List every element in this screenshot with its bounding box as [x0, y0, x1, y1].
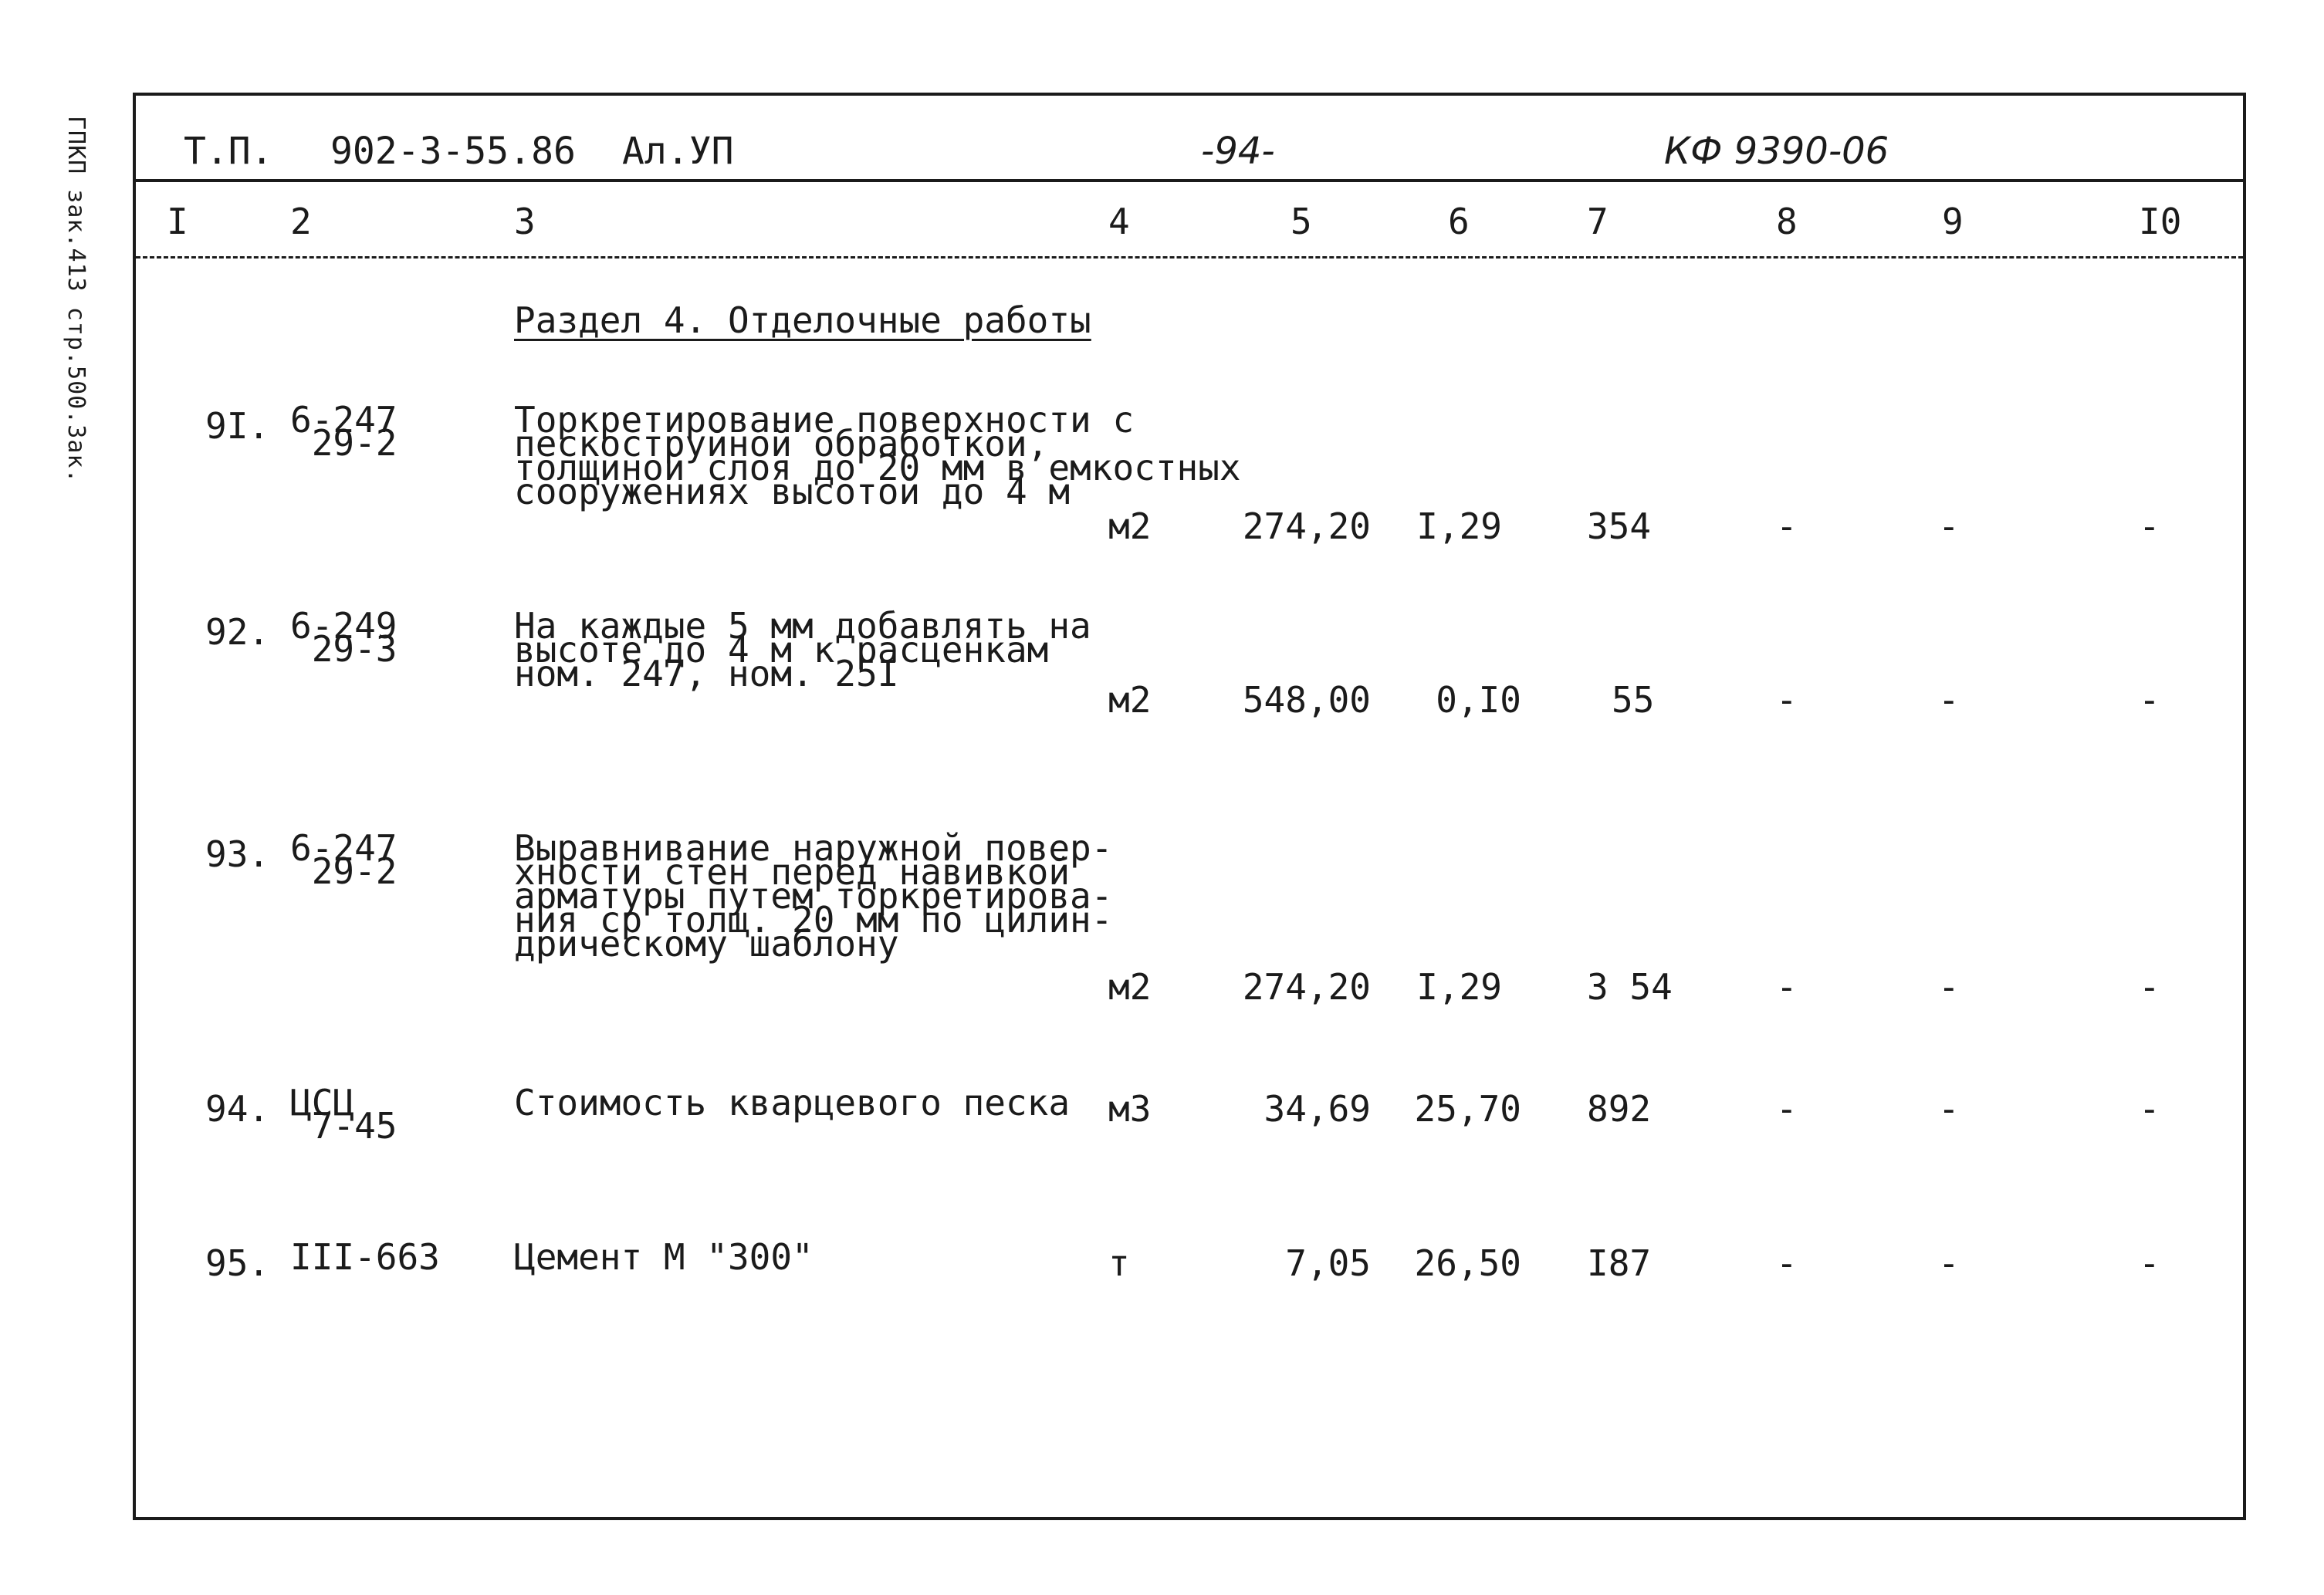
page-number: -94-	[1201, 130, 1275, 173]
unit-price: I,29	[1416, 505, 1502, 547]
work-description: Торкретирование поверхности с пескоструйной обработкой, толщиной слоя до 20 мм в емкостных сооружениях высотой до 4 м	[514, 399, 1241, 512]
col-6-header: 6	[1448, 201, 1470, 242]
unit: м2	[1108, 966, 1152, 1008]
table-row-values	[136, 679, 2243, 721]
quantity: 274,20	[1242, 505, 1371, 547]
row-number: 94.	[205, 1088, 270, 1130]
col-8-value: -	[1776, 1088, 1798, 1130]
total-cost: 55	[1612, 679, 1655, 721]
col-9-value: -	[1938, 1242, 1960, 1284]
table-row	[136, 1236, 2243, 1284]
col-9-value: -	[1938, 505, 1960, 547]
table-row	[136, 399, 2243, 512]
side-note-text: ГПКП зак.413 стр.500.Зак.	[63, 116, 90, 484]
doc-code: КФ 9390-06	[1664, 130, 1889, 173]
section-title: Раздел 4. Отделочные работы	[514, 299, 1091, 341]
rate-code: ЦСЦ 7-45	[290, 1082, 397, 1147]
quantity: 34,69	[1263, 1088, 1371, 1130]
col-8-value: -	[1776, 679, 1798, 721]
unit: м3	[1108, 1088, 1152, 1130]
col-8-header: 8	[1776, 201, 1798, 242]
col-10-value: -	[2139, 966, 2160, 1008]
quantity: 548,00	[1242, 679, 1371, 721]
total-cost: 3 54	[1587, 966, 1673, 1008]
side-margin-note	[63, 116, 94, 517]
table-row	[136, 1082, 2243, 1147]
total-cost: I87	[1587, 1242, 1652, 1284]
col-5-header: 5	[1291, 201, 1312, 242]
project-number: 902-3-55.86	[330, 130, 576, 173]
unit-price: 26,50	[1414, 1242, 1521, 1284]
document-frame	[133, 93, 2246, 1520]
work-description: Цемент М "300"	[514, 1236, 814, 1278]
rate-code: 6-247 29-2	[290, 399, 397, 464]
total-cost: 892	[1587, 1088, 1652, 1130]
col-9-value: -	[1938, 679, 1960, 721]
col-9-value: -	[1938, 966, 1960, 1008]
rate-code: 6-247 29-2	[290, 827, 397, 892]
col-1-header: I	[167, 201, 188, 242]
row-number: 92.	[205, 611, 270, 653]
col-8-value: -	[1776, 1242, 1798, 1284]
col-2-header: 2	[290, 201, 312, 242]
total-cost: 354	[1587, 505, 1652, 547]
album-label: Ал.УП	[622, 130, 734, 173]
col-10-value: -	[2139, 679, 2160, 721]
unit-price: 0,I0	[1436, 679, 1521, 721]
col-10-value: -	[2139, 1242, 2160, 1284]
unit: м2	[1108, 679, 1152, 721]
tp-label: Т.П.	[184, 130, 273, 173]
table-row	[136, 605, 2243, 694]
quantity: 274,20	[1242, 966, 1371, 1008]
column-rule	[136, 256, 2243, 259]
unit-price: 25,70	[1414, 1088, 1521, 1130]
row-number: 93.	[205, 833, 270, 875]
row-number: 95.	[205, 1242, 270, 1284]
col-10-header: I0	[2139, 201, 2182, 242]
col-4-header: 4	[1108, 201, 1130, 242]
unit: м2	[1108, 505, 1152, 547]
table-row	[136, 827, 2243, 965]
col-8-value: -	[1776, 505, 1798, 547]
col-10-value: -	[2139, 505, 2160, 547]
unit-price: I,29	[1416, 966, 1502, 1008]
col-3-header: 3	[514, 201, 536, 242]
work-description: Стоимость кварцевого песка	[514, 1082, 1071, 1124]
col-9-value: -	[1938, 1088, 1960, 1130]
header-rule	[136, 179, 2243, 182]
col-10-value: -	[2139, 1088, 2160, 1130]
rate-code: III-663	[290, 1236, 440, 1278]
work-description: На каждые 5 мм добавлять на высоте до 4 м к расценкам ном. 247, ном. 25I	[514, 605, 1091, 694]
col-9-header: 9	[1942, 201, 1964, 242]
table-row-values	[136, 966, 2243, 1008]
quantity: 7,05	[1285, 1242, 1371, 1284]
col-7-header: 7	[1587, 201, 1609, 242]
work-description: Выравнивание наружной повер- хности стен перед навивкой арматуры путем торкретирова- ния ср толщ. 20 мм по цилин- дрическому шаблону	[514, 827, 1113, 965]
col-8-value: -	[1776, 966, 1798, 1008]
table-row-values	[136, 505, 2243, 547]
unit: т	[1108, 1242, 1130, 1284]
rate-code: 6-249 29-3	[290, 605, 397, 670]
row-number: 9I.	[205, 405, 270, 447]
